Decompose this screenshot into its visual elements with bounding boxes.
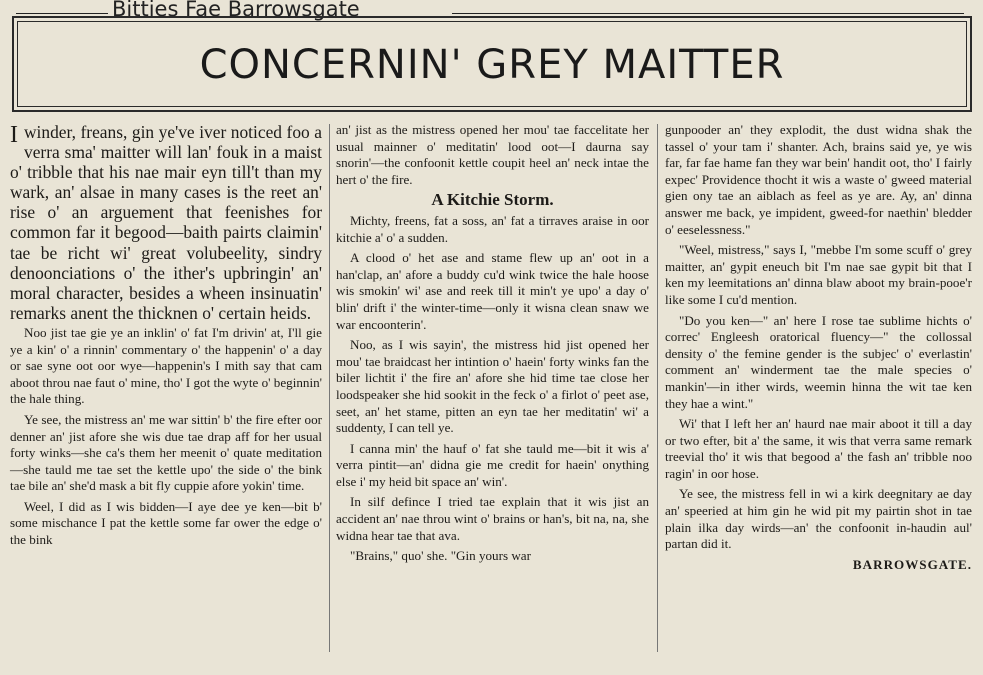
- paragraph: Noo jist tae gie ye an inklin' o' fat I'm drivin' at, I'll gie ye a kin' o' a rinnin' commentary o' the happenin' o' a day or sae syne oot oor wye—happenin's I mith say that cam aboot throu nae faut o' mine, tho' I got the wyte o' beginnin' the hale thing.: [10, 324, 322, 407]
- paragraph: In silf defince I tried tae explain that it wis jist an accident an' nae throu wint o' brains or han's, bit na, na, she widna hear tae that ava.: [336, 494, 649, 543]
- article-column-2: [336, 122, 649, 569]
- paragraph: an' jist as the mistress opened her mou' tae faccelitate her usual mainner o' meditatin' lood oot—I daurna say snorin'—the confoonit kettle coupit heel an' neck intae the hert o' the fire.: [336, 122, 649, 187]
- paragraph: Ye see, the mistress an' me war sittin' b' the fire efter oor denner an' jist afore she wis due tae drap aff for her usual forty winks—she ca's them her meenit o' quate meditation—she tauld me tae set the kettle upo' the side o' the bink tae bile an' she'd mask a bit fly cuppie afore yokin' time.: [10, 411, 322, 494]
- headline: CONCERNIN' GREY MAITTER: [199, 42, 785, 88]
- paragraph: "Brains," quo' she. "Gin yours war: [350, 548, 531, 564]
- paragraph: Wi' that I left her an' haurd nae mair aboot it till a day or two efter, bit a' the same, it wis that verra same remark treevial tho' it wis that begood a' the fash an' tribble noo ragin' in oor hose.: [665, 416, 972, 481]
- paragraph: Michty, freens, fat a soss, an' fat a tirraves araise in oor kitchie a' o' a sudden.: [336, 212, 649, 245]
- paragraph: Ye see, the mistress fell in wi a kirk deegnitary ae day an' speeried at him gin he wid pit my pairtin shot in tae plain ilka day wirds—an' the confoonit in-haudin aul' partan did it.: [665, 486, 972, 552]
- lead-text: winder, freans, gin ye've iver noticed foo a verra sma' maitter will lan' fouk in a maist o' tribble that his nae mair eyn till't than my wark, an' alsae in many cases is the reet an' rise o' an arguement that feenishes for common far it begood—baith pairts claimin' tae be richt wi' great volubeelity, sindry denoonciations o' the ither's upbringin' an' moral character, besides a wheen insinuatin' remarks anent the thicknen o' certain heids.: [10, 122, 322, 323]
- headline-box: [12, 16, 972, 112]
- paragraph: A clood o' het ase and stame flew up an' oot in a han'clap, an' afore a buddy cu'd wink twice the hale hoose wis smokin' wi' ase and reek till it min't ye upo' a day o' blin' drift i' the winter-time—only it wisna clean snaw we war encoonterin'.: [336, 250, 649, 332]
- article-column-3: [665, 122, 972, 577]
- lead-paragraph: [10, 122, 322, 323]
- byline-signature: BARROWSGATE.: [852, 556, 972, 572]
- paragraph: gunpooder an' they explodit, the dust widna shak the tassel o' your tam i' shanter. Ach, brains said ye, ye wis far, far fae hame fan they war bein' handit oot, tho' I fairly expec' Providence thocht it wis a waste o' gweed material gien ony tae an aiblach as feel as ye are. Ay, an' dinna answer me back, ye impident, gweed-for naethin' bledder o' eeselessness.": [665, 122, 972, 237]
- paragraph: "Weel, mistress," says I, "mebbe I'm some scuff o' grey maitter, an' gypit eneuch bit I'm nae sae gypit bit that I ken my leemitations an' dinna blaw aboot my brain-pooe'r like some I cu'd mention.: [665, 242, 972, 307]
- paragraph: Weel, I did as I wis bidden—I aye dee ye ken—bit b' some mischance I pat the kettle some far ower the edge o' the bink: [10, 498, 322, 548]
- drop-cap: I: [10, 122, 18, 148]
- paragraph: "Do you ken—" an' here I rose tae sublime hichts o' correc' Engleesh oratorical fluency—" the collossal density o' the femine gender is the subjec' o' everlastin' comment an' winderment tae the male species o' mankin'—in ither wirds, weemin hinna the wit tae ken they hae a wint.": [665, 312, 972, 411]
- kicker-text: Bitties Fae Barrowsgate: [112, 0, 360, 21]
- article-column-1: [10, 122, 322, 553]
- paragraph: I canna min' the hauf o' fat she tauld me—bit it wis a' verra pintit—an' didna gie me credit for haein' onything else i' my heid bit space an' win'.: [336, 440, 649, 489]
- subheading: A Kitchie Storm.: [431, 190, 554, 210]
- paragraph: Noo, as I wis sayin', the mistress hid jist opened her mou' tae braidcast her intintion o' haein' forty winks fan the biler lichtit i' the fire an' afore she hid time tae close her loodspeaker she hid sookit in the feck o' a firlot o' peet ase, seet, an' het stame, pitten an eyn tae her meditatin' wi' a suddenty, I can tell ye.: [336, 337, 649, 436]
- column-divider: [657, 124, 658, 652]
- column-divider: [329, 124, 330, 652]
